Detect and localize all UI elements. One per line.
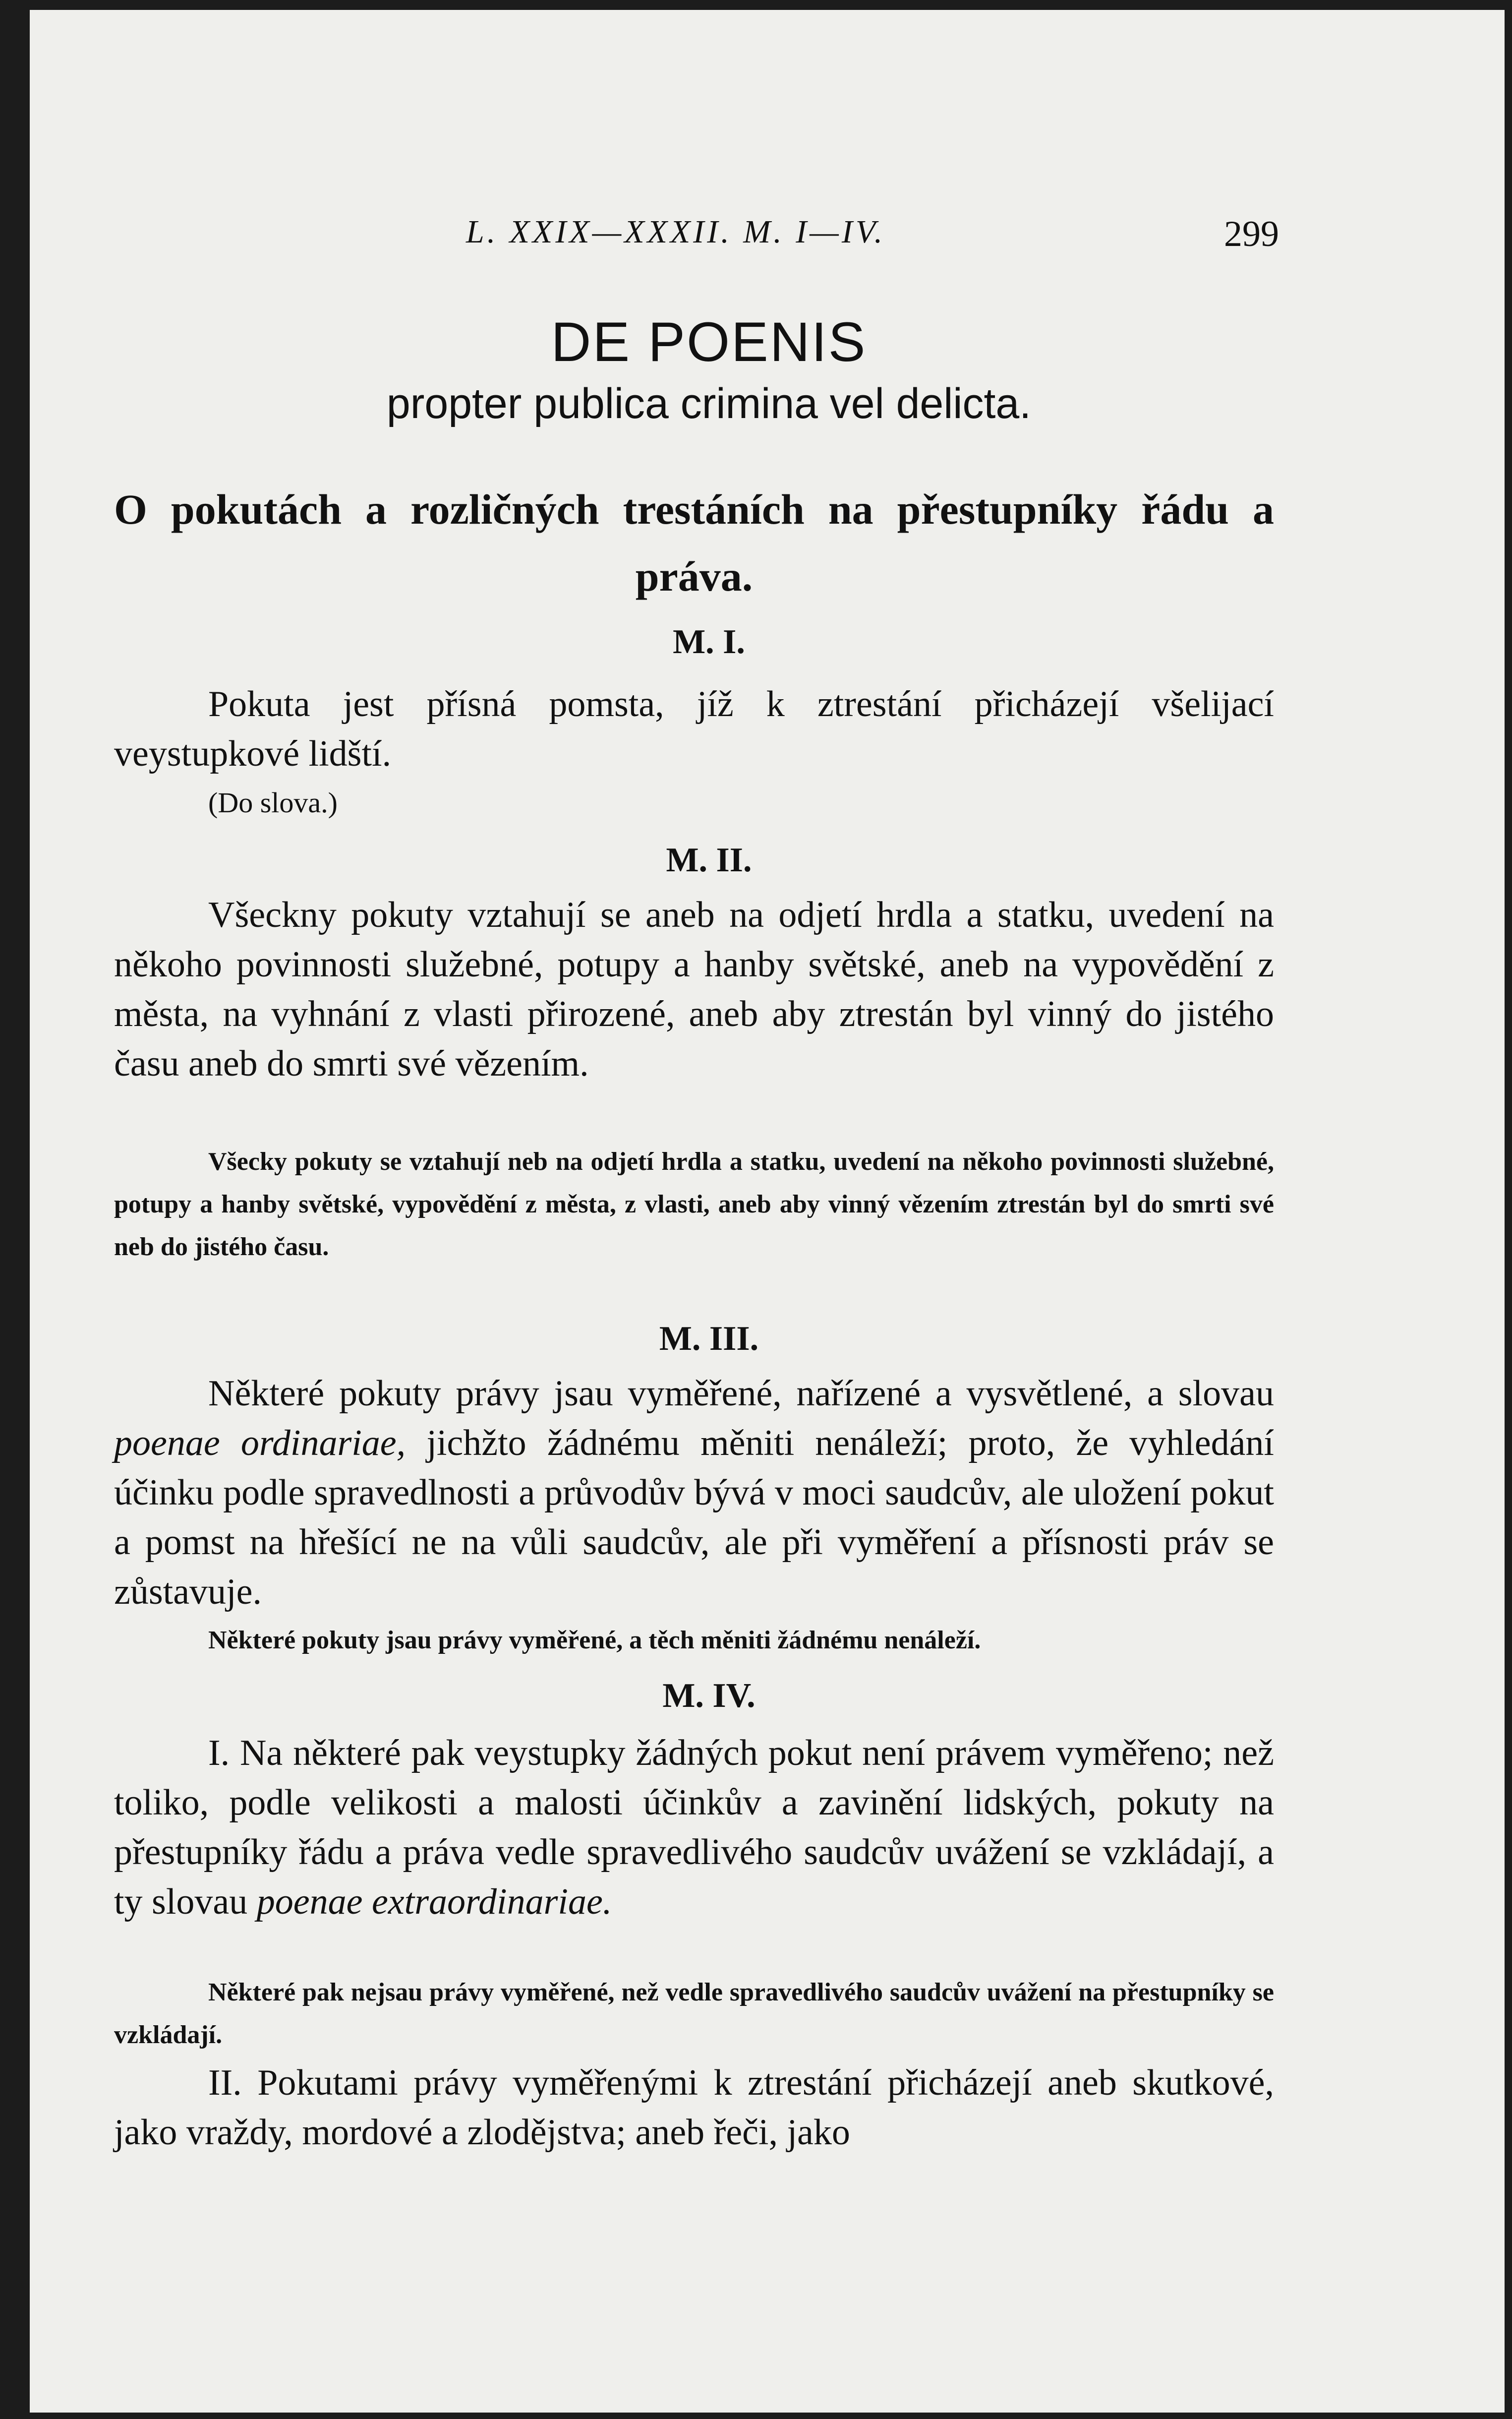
section-summary-m2: Všecky pokuty se vztahují neb na odjetí hrdla a statku, uvedení na někoho povinnosti služebné, potupy a hanby světské, vypovědění z města, z vlasti, aneb aby vinný vězením ztrestán byl do smrti své neb do jistého času.: [114, 1148, 1274, 1261]
book-page: [30, 10, 1505, 2413]
section-text-m1: Pokuta jest přísná pomsta, jíž k ztrestání přicházejí všelijací veystupkové lidští.: [114, 684, 1274, 774]
latin-term: poenae extraordinariae.: [256, 1881, 612, 1922]
section-heading-m3: M. III.: [659, 1320, 759, 1358]
running-header: L. XXIX—XXXII. M. I—IV.: [466, 214, 886, 250]
section-text-m2: Všeckny pokuty vztahují se aneb na odjetí hrdla a statku, uvedení na někoho povinnosti služebné, potupy a hanby světské, aneb na vypovědění z města, na vyhnání z vlasti přirozené, aneb aby ztrestán byl vinný do jistého času aneb do smrti své vězením.: [114, 895, 1274, 1084]
text-segment: jichžto žádnému měniti nenáleží; proto, že vyhledání účinku podle spravedlnosti a průvodův bývá v moci saudcův, ale uložení pokut a pomst na hřešící ne na vůli saudcův, ale při vyměření a přísnosti práv se zůstavuje.: [114, 1423, 1274, 1612]
reference-note: (Do slova.): [208, 786, 338, 819]
page-number: 299: [1224, 214, 1279, 254]
latin-term: poenae ordinariae,: [114, 1423, 406, 1463]
section-text-m4-p1: [114, 1728, 1274, 1927]
section-heading-m4: M. IV.: [662, 1677, 756, 1715]
section-summary-m3: Některé pokuty jsau právy vyměřené, a těch měniti žádnému nenáleží.: [208, 1626, 981, 1654]
section-heading-m2: M. II.: [666, 841, 752, 879]
section-text-m3: [114, 1369, 1274, 1617]
section-summary-m4: Některé pak nejsau právy vyměřené, než vedle spravedlivého saudcův uvážení na přestupníky se vzkládají.: [114, 1978, 1274, 2049]
text-segment: Některé pokuty právy jsau vyměřené, nařízené a vysvětlené, a slovau: [208, 1373, 1274, 1414]
text-segment: I. Na některé pak veystupky žádných pokut není právem vyměřeno; než toliko, podle velikosti a malosti účinkův a zavinění lidských, pokuty na přestupníky řádu a práva vedle spravedlivého saudcův uvážení se vzkládají, a ty slovau: [114, 1733, 1274, 1922]
chapter-title: DE POENIS: [551, 311, 867, 373]
section-text-m4-p2: II. Pokutami právy vyměřenými k ztrestání přicházejí aneb skutkové, jako vraždy, mordové a zlodějstva; aneb řeči, jako: [114, 2062, 1274, 2153]
czech-chapter-title: O pokutách a rozličných trestáních na přestupníky řádu a práva.: [114, 485, 1274, 600]
chapter-subtitle: propter publica crimina vel delicta.: [386, 380, 1032, 427]
section-heading-m1: M. I.: [673, 623, 745, 661]
